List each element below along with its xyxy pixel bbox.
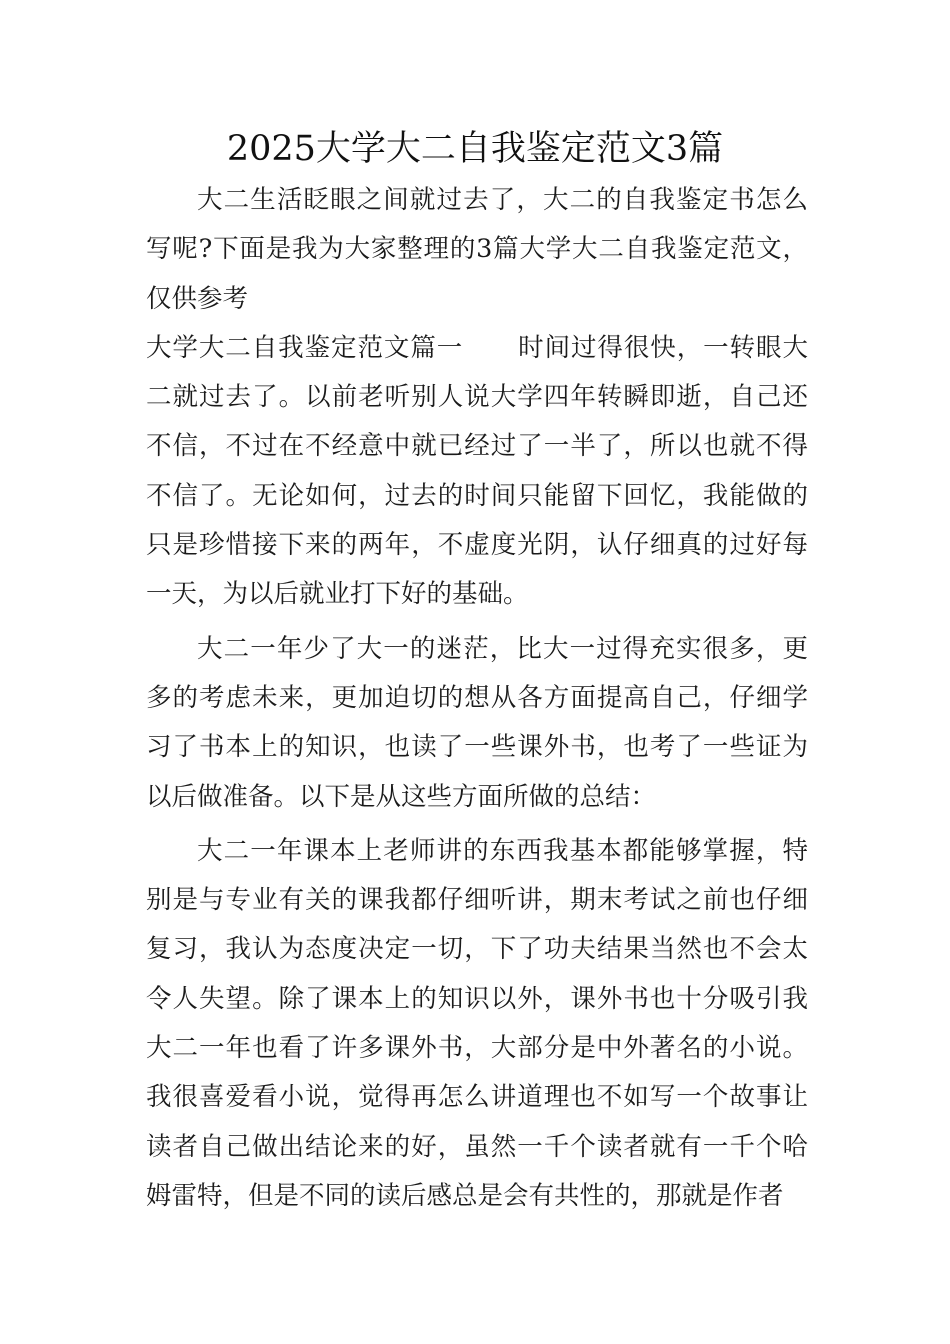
document-title: 2025大学大二自我鉴定范文3篇 — [226, 129, 724, 169]
paragraph-3-text: 大二一年课本上老师讲的东西我基本都能够掌握，特别是与专业有关的课我都仔细听讲，期末考试之前也仔细复习，我认为态度决定一切，下了功夫结果当然也不会太令人失望。除了课本上的知识以外，课外书也十分吸引我大二一年也看了许多课外书，大部分是中外著名的小说。我很喜爱看小说，觉得再怎么讲道理也不如写一个故事让读者自己做出结论来的好，虽然一千个读者就有一千个哈姆雷特，但是不同的读后感总是会有共性的，那就是作者 — [146, 835, 808, 1211]
section-heading: 大学大二自我鉴定范文篇一 — [146, 332, 464, 363]
intro-text: 大二生活眨眼之间就过去了，大二的自我鉴定书怎么写呢?下面是我为大家整理的3篇大学大二自我鉴定范文，仅供参考 — [146, 185, 808, 314]
paragraph-2-text: 大二一年少了大一的迷茫，比大一过得充实很多，更多的考虑未来，更加迫切的想从各方面提高自己，仔细学习了书本上的知识，也读了一些课外书，也考了一些证为以后做准备。以下是从这些方面所做的总结： — [146, 633, 808, 812]
section-paragraph — [146, 324, 808, 620]
paragraph-2 — [146, 625, 808, 822]
intro-paragraph — [146, 176, 808, 324]
paragraph-3 — [146, 827, 808, 1221]
section-first-text: 时间过得很快，一转眼大二就过去了。以前老听别人说大学四年转瞬即逝，自己还不信，不过在不经意中就已经过了一半了，所以也就不得不信了。无论如何，过去的时间只能留下回忆，我能做的只是珍惜接下来的两年，不虚度光阴，认仔细真的过好每一天，为以后就业打下好的基础。 — [146, 332, 808, 610]
document-body — [146, 176, 808, 1221]
